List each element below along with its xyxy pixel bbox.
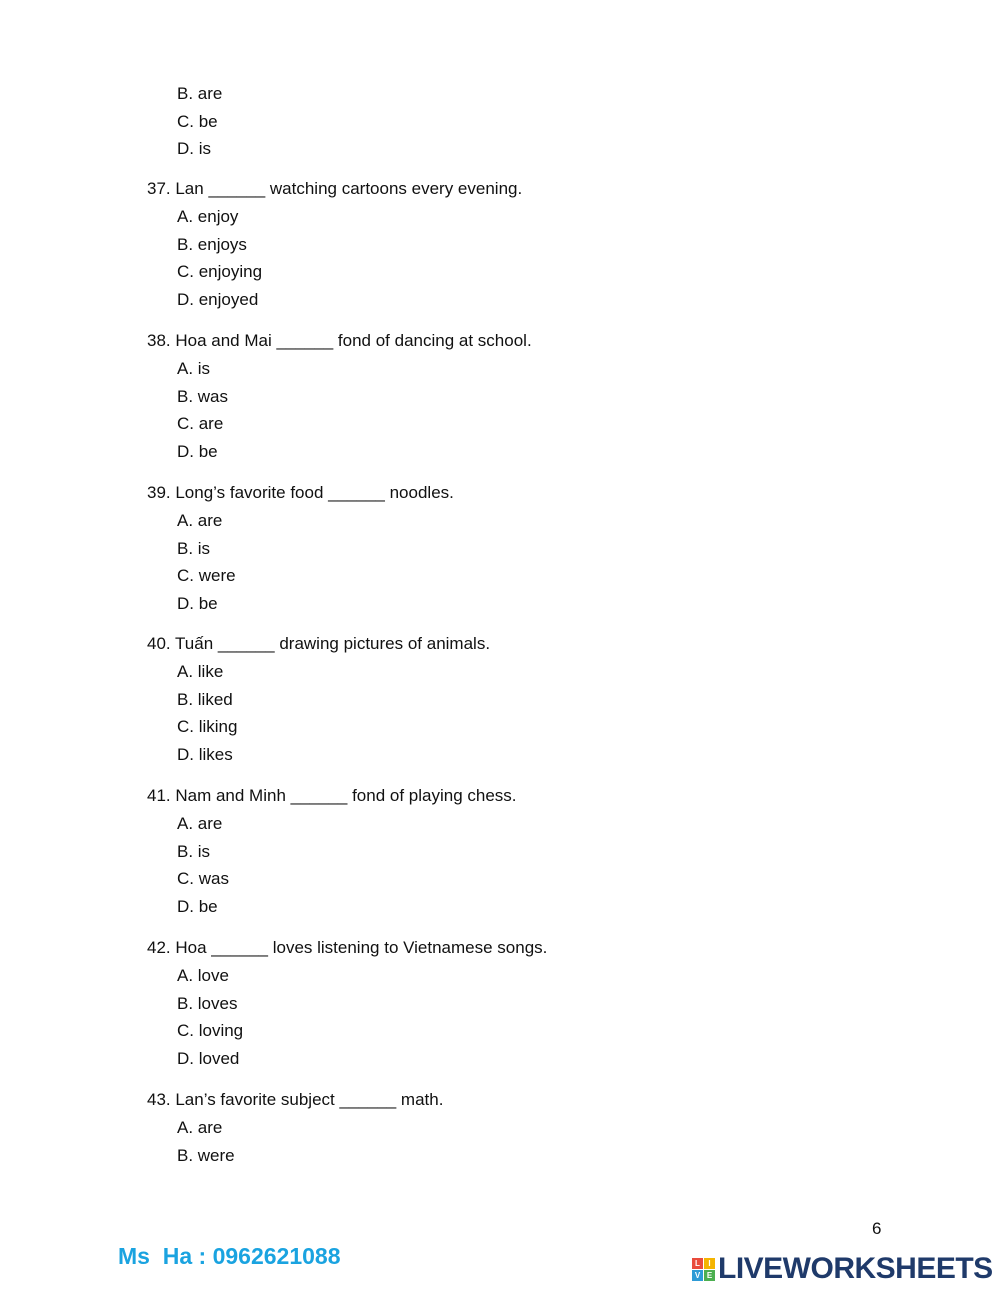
liveworksheets-logo[interactable] [692, 1252, 993, 1286]
question-stem: 43. Lan’s favorite subject ______ math. [147, 1090, 444, 1109]
option-a: A. enjoy [177, 207, 239, 226]
option-b: B. was [177, 386, 229, 406]
option-b: B. loves [177, 993, 238, 1013]
logo-mark-letter: E [704, 1270, 715, 1281]
option-a: A. are [177, 1118, 223, 1137]
option-a: A. are [177, 814, 223, 833]
continued-options [177, 80, 222, 163]
option-b: B. were [177, 1145, 235, 1165]
question-40 [147, 630, 490, 769]
option: B. are [177, 84, 223, 103]
option-c: C. are [177, 414, 224, 434]
question-stem: 39. Long’s favorite food ______ noodles. [147, 483, 454, 502]
question-42 [147, 934, 547, 1073]
option-a: A. is [177, 359, 211, 378]
option-d: D. likes [177, 745, 233, 765]
option-c: C. loving [177, 1021, 244, 1041]
option-b: B. enjoys [177, 234, 247, 254]
option-d: D. be [177, 442, 218, 462]
option-b: B. is [177, 538, 211, 558]
option-c: C. enjoying [177, 262, 263, 282]
option-d: D. be [177, 897, 218, 917]
logo-mark-letter: I [704, 1258, 715, 1269]
question-37 [147, 175, 522, 314]
option-b: B. liked [177, 689, 233, 709]
option-a: A. are [177, 511, 223, 530]
logo-text: LIVEWORKSHEETS [718, 1252, 993, 1285]
option-b: B. is [177, 841, 211, 861]
question-38 [147, 327, 532, 466]
option-d: D. enjoyed [177, 290, 259, 310]
question-stem: 38. Hoa and Mai ______ fond of dancing at school. [147, 331, 532, 350]
option-d: D. loved [177, 1049, 240, 1069]
question-stem: 42. Hoa ______ loves listening to Vietnamese songs. [147, 938, 548, 957]
logo-mark-icon [692, 1258, 715, 1281]
question-stem: 37. Lan ______ watching cartoons every evening. [147, 179, 523, 198]
option-a: A. love [177, 966, 229, 985]
question-43 [147, 1086, 443, 1169]
logo-mark-letter: L [692, 1258, 703, 1269]
option-c: C. were [177, 566, 236, 586]
option-c: C. was [177, 869, 229, 889]
option: D. is [177, 139, 211, 159]
option-c: C. liking [177, 717, 238, 737]
option: C. be [177, 111, 218, 131]
question-39 [147, 479, 454, 618]
option-a: A. like [177, 662, 224, 681]
question-stem: 40. Tuấn ______ drawing pictures of animals. [147, 634, 491, 653]
option-d: D. be [177, 594, 218, 614]
logo-mark-letter: V [692, 1270, 703, 1281]
question-stem: 41. Nam and Minh ______ fond of playing chess. [147, 786, 517, 805]
page-number: 6 [872, 1219, 882, 1238]
author-contact: Ms Ha : 0962621088 [118, 1243, 341, 1269]
question-41 [147, 782, 517, 921]
